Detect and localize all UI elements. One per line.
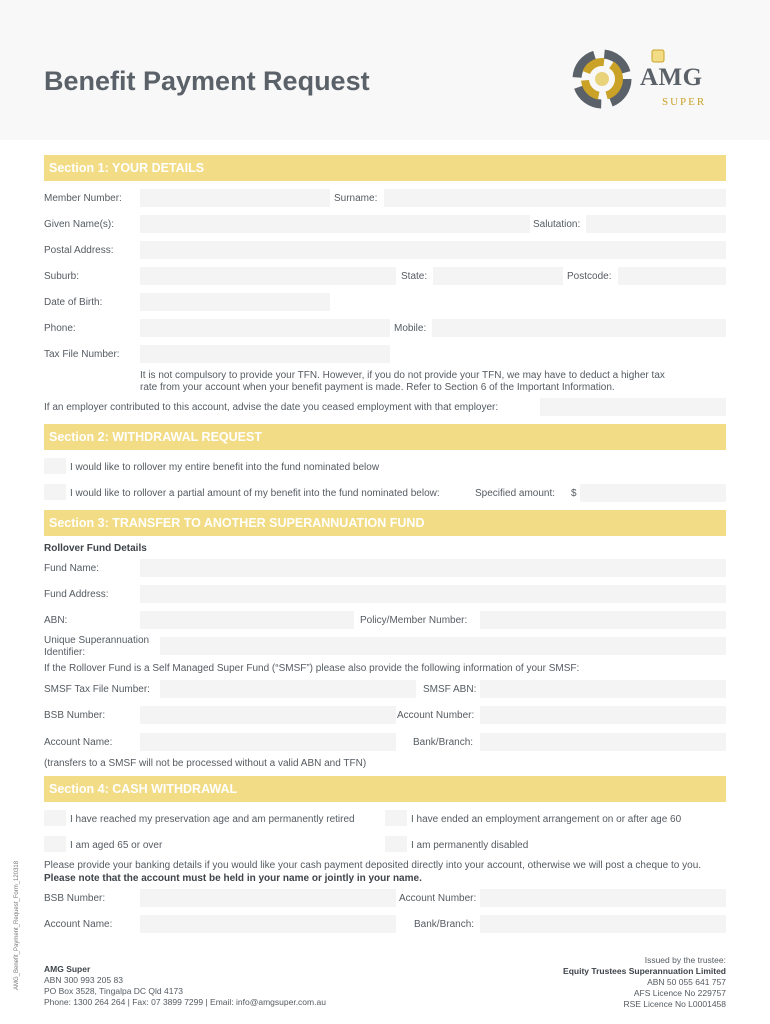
- form-code-text: AMG_Benefit_Payment_Request_Form_120318: [14, 860, 20, 990]
- tfn-field[interactable]: [140, 345, 390, 363]
- usi-label-line1: Unique Superannuation: [44, 635, 150, 646]
- smsf-account-name-label: Account Name:: [44, 737, 113, 748]
- smsf-account-number-label: Account Number:: [397, 710, 475, 721]
- state-label: State:: [401, 271, 428, 282]
- rollover-full-label: I would like to rollover my entire benefit into the fund nominated below: [70, 462, 380, 473]
- abn-field[interactable]: [140, 611, 354, 629]
- preservation-retired-label: I have reached my preservation age and am permanently retired: [70, 814, 355, 825]
- rollover-partial-checkbox[interactable]: [44, 484, 66, 500]
- salutation-field[interactable]: [586, 215, 726, 233]
- cash-bsb-field[interactable]: [140, 889, 396, 907]
- rollover-fund-details-heading: Rollover Fund Details: [44, 543, 147, 554]
- tfn-note-line2: rate from your account when your benefit payment is made. Refer to Section 6 of the Important Information.: [140, 382, 615, 393]
- fund-name-field[interactable]: [140, 559, 726, 577]
- footer-company-name: AMG Super: [44, 964, 91, 974]
- permanently-disabled-label: I am permanently disabled: [411, 840, 529, 851]
- dollar-sign: $: [571, 488, 577, 499]
- section3-header: [44, 510, 726, 536]
- cash-bank-branch-field[interactable]: [480, 915, 726, 933]
- smsf-warning: (transfers to a SMSF will not be processed without a valid ABN and TFN): [44, 758, 367, 769]
- rollover-partial-label: I would like to rollover a partial amount of my benefit into the fund nominated below:: [70, 488, 440, 499]
- usi-label-line2: Identifier:: [44, 647, 86, 658]
- smsf-tfn-label: SMSF Tax File Number:: [44, 684, 150, 695]
- ceased-employment-date-field[interactable]: [540, 398, 726, 416]
- cash-account-name-label: Account Name:: [44, 919, 113, 930]
- permanently-disabled-checkbox[interactable]: [385, 836, 407, 852]
- given-names-field[interactable]: [140, 215, 530, 233]
- suburb-label: Suburb:: [44, 271, 80, 282]
- page-title: Benefit Payment Request: [44, 66, 370, 96]
- section1-header: [44, 155, 726, 181]
- tfn-note-line1: It is not compulsory to provide your TFN. However, if you do not provide your TFN, we may have to deduct a higher tax: [140, 370, 665, 381]
- smsf-note: If the Rollover Fund is a Self Managed Super Fund (“SMSF”) please also provide the following information of your SMSF:: [44, 663, 580, 674]
- cash-bank-branch-label: Bank/Branch:: [414, 919, 475, 930]
- bank-note: Please provide your banking details if you would like your cash payment deposited directly into your account, otherwise we will post a cheque to you.: [44, 860, 702, 871]
- form-code-vertical: [14, 860, 26, 990]
- aged-65-label: I am aged 65 or over: [70, 840, 163, 851]
- policy-number-field[interactable]: [480, 611, 726, 629]
- section1-title: Section 1: YOUR DETAILS: [49, 161, 205, 175]
- given-names-label: Given Name(s):: [44, 219, 115, 230]
- specified-amount-field[interactable]: [580, 484, 726, 502]
- postal-address-field[interactable]: [140, 241, 726, 259]
- logo-brand: AMG: [640, 64, 703, 91]
- footer-po-box: PO Box 3528, Tingalpa DC Qld 4173: [44, 986, 183, 996]
- usi-field[interactable]: [160, 637, 726, 655]
- footer-contact: Phone: 1300 264 264 | Fax: 07 3899 7299 | Email: info@amgsuper.com.au: [44, 997, 326, 1007]
- abn-label: ABN:: [44, 615, 68, 626]
- smsf-bsb-label: BSB Number:: [44, 710, 106, 721]
- ended-employment-checkbox[interactable]: [385, 810, 407, 826]
- section2-header: [44, 424, 726, 450]
- phone-label: Phone:: [44, 323, 76, 334]
- footer-rse-licence: RSE Licence No L0001458: [623, 999, 726, 1009]
- smsf-bank-branch-field[interactable]: [480, 733, 726, 751]
- policy-number-label: Policy/Member Number:: [360, 615, 468, 626]
- section3-title: Section 3: TRANSFER TO ANOTHER SUPERANNUATION FUND: [49, 516, 425, 530]
- preservation-retired-checkbox[interactable]: [44, 810, 66, 826]
- fund-address-label: Fund Address:: [44, 589, 109, 600]
- logo-sub: SUPER: [662, 96, 707, 108]
- cash-account-number-field[interactable]: [480, 889, 726, 907]
- ended-employment-label: I have ended an employment arrangement on or after age 60: [411, 814, 682, 825]
- smsf-bsb-field[interactable]: [140, 706, 396, 724]
- dob-field[interactable]: [140, 293, 330, 311]
- mobile-field[interactable]: [432, 319, 726, 337]
- cash-account-number-label: Account Number:: [399, 893, 477, 904]
- specified-amount-label: Specified amount:: [475, 488, 556, 499]
- fund-address-field[interactable]: [140, 585, 726, 603]
- section2-title: Section 2: WITHDRAWAL REQUEST: [49, 430, 262, 444]
- smsf-tfn-field[interactable]: [160, 680, 416, 698]
- member-number-field[interactable]: [140, 189, 330, 207]
- mobile-label: Mobile:: [394, 323, 427, 334]
- surname-field[interactable]: [384, 189, 726, 207]
- fund-name-label: Fund Name:: [44, 563, 100, 574]
- footer-issued-by: Issued by the trustee:: [644, 955, 726, 965]
- cash-bsb-label: BSB Number:: [44, 893, 106, 904]
- cash-account-name-field[interactable]: [140, 915, 396, 933]
- smsf-account-number-field[interactable]: [480, 706, 726, 724]
- section4-header: [44, 776, 726, 802]
- footer-trustee-name: Equity Trustees Superannuation Limited: [563, 966, 726, 976]
- postcode-field[interactable]: [618, 267, 726, 285]
- footer-right: [563, 955, 726, 1010]
- smsf-abn-field[interactable]: [480, 680, 726, 698]
- footer-afs-licence: AFS Licence No 229757: [633, 988, 726, 998]
- bank-note-bold: Please note that the account must be held in your name or jointly in your name.: [44, 873, 422, 884]
- aged-65-checkbox[interactable]: [44, 836, 66, 852]
- dob-label: Date of Birth:: [44, 297, 103, 308]
- postcode-label: Postcode:: [567, 271, 612, 282]
- surname-label: Surname:: [334, 193, 378, 204]
- member-number-label: Member Number:: [44, 193, 122, 204]
- smsf-account-name-field[interactable]: [140, 733, 396, 751]
- rollover-full-checkbox[interactable]: [44, 458, 66, 474]
- tfn-label: Tax File Number:: [44, 349, 120, 360]
- state-field[interactable]: [433, 267, 563, 285]
- employer-note: If an employer contributed to this account, advise the date you ceased employment with that employer:: [44, 402, 499, 413]
- section4-title: Section 4: CASH WITHDRAWAL: [49, 782, 238, 796]
- footer-trustee-abn: ABN 50 055 641 757: [647, 977, 726, 987]
- postal-address-label: Postal Address:: [44, 245, 114, 256]
- suburb-field[interactable]: [140, 267, 396, 285]
- phone-field[interactable]: [140, 319, 390, 337]
- smsf-abn-label: SMSF ABN:: [423, 684, 477, 695]
- footer-abn: ABN 300 993 205 83: [44, 975, 123, 985]
- smsf-bank-branch-label: Bank/Branch:: [413, 737, 474, 748]
- salutation-label: Salutation:: [533, 219, 581, 230]
- footer-left: [44, 964, 326, 1008]
